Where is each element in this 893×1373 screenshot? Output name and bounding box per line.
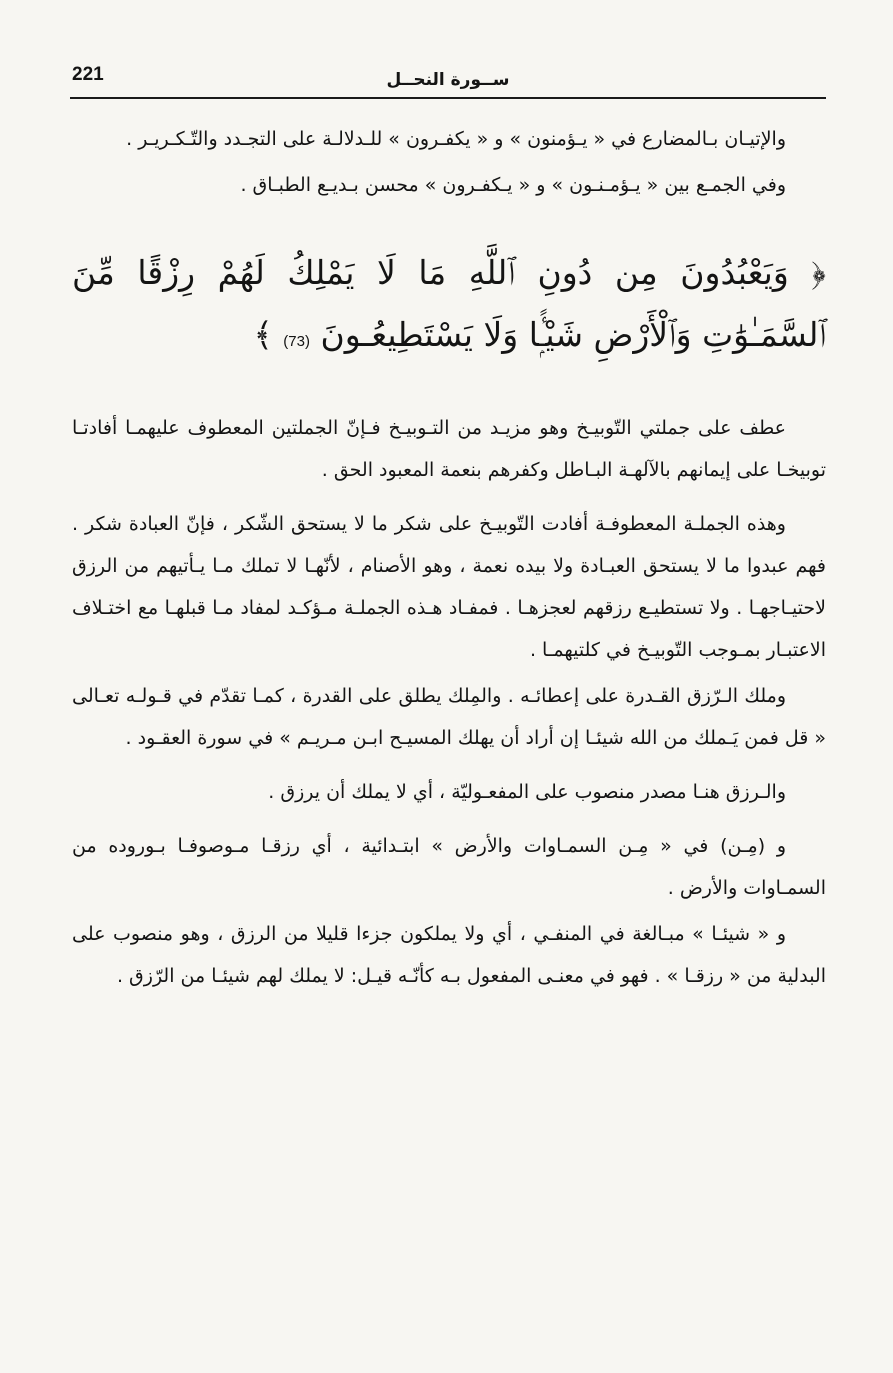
surah-title: ســورة النحــل [386, 70, 510, 90]
page-number: 221 [72, 64, 104, 85]
paragraph-gratitude: وهذه الجملـة المعطوفـة أفادت التّوبيـخ على شكر ما لا يستحق الشّكر ، فإنّ العبادة شكر . فهم عبدوا ما لا يستحق العبـادة ولا بيده نعمة ، وهو الأصنام ، لأنّهـا لا تملك مـا يـأتيهم من الرزق لاحتيـاجهـا . ولا تستطيـع رزقهم لعجزهـا . فمفـاد هـذه الجملـة مـؤكـد لمفاد مـا قبلهـا مع اختـلاف الاعتبـار بمـوجب التّوبيـخ في كلتيهمـا . [72, 513, 826, 661]
verse-open-bracket: ﴿ [811, 253, 826, 292]
page-body [72, 118, 826, 997]
paragraph-ownership: وملك الـرّزق القـدرة على إعطائـه . والمِلك يطلق على القدرة ، كمـا تقدّم في قـولـه تعـالى « قل فمن يَـملك من الله شيئـا إن أراد أن يهلك المسيـح ابـن مـريـم » في سورة العقـود . [72, 685, 826, 749]
paragraph-rizq-grammar: والـرزق هنـا مصدر منصوب على المفعـوليّة ، أي لا يملك أن يرزق . [268, 781, 786, 803]
paragraph-shayan: و « شيئـا » مبـالغة في المنفـي ، أي ولا يملكون جزءا قليلا من الرزق ، وهو منصوب على البدلية من « رزقـا » . فهو في معنـى المفعول بـه كأنّـه قيـل: لا يملك لهم شيئـا من الرّزق . [72, 923, 826, 987]
paragraph-present-tense: والإتيـان بـالمضارع في « يـؤمنون » و « يكفـرون » للـدلالـة على التجـدد والتّـكـريـر . [126, 128, 786, 150]
paragraph-rebuke: عطف على جملتي التّوبيـخ وهو مزيـد من التـوبيـخ فـإنّ الجملتين المعطوف عليهمـا أفادتـا توبيخـا على إيمانهم بالآلهـة البـاطل وكفرهم بنعمة المعبود الحق . [72, 417, 826, 481]
verse-number: (73) [283, 333, 310, 350]
paragraph-antithesis: وفي الجمـع بين « يـؤمـنـون » و « يـكفـرون » محسن بـديـع الطبـاق . [240, 174, 786, 196]
verse-text: وَيَعْبُدُونَ مِن دُونِ ٱللَّهِ مَا لَا يَمْلِكُ لَهُمْ رِزْقًا مِّنَ ٱلسَّمَـٰوَٰتِ وَٱلْأَرْضِ شَيْـًۭٔا وَلَا يَسْتَطِيعُـونَ [72, 253, 826, 354]
page-header [70, 60, 826, 102]
paragraph-min-particle: و (مِـن) في « مِـن السمـاوات والأرض » ابتـدائية ، أي رزقـا مـوصوفـا بـوروده من السمـاوات والأرض . [72, 835, 826, 899]
quran-verse [72, 242, 826, 373]
header-rule [70, 97, 826, 99]
verse-close-bracket: ﴾ [253, 315, 273, 354]
